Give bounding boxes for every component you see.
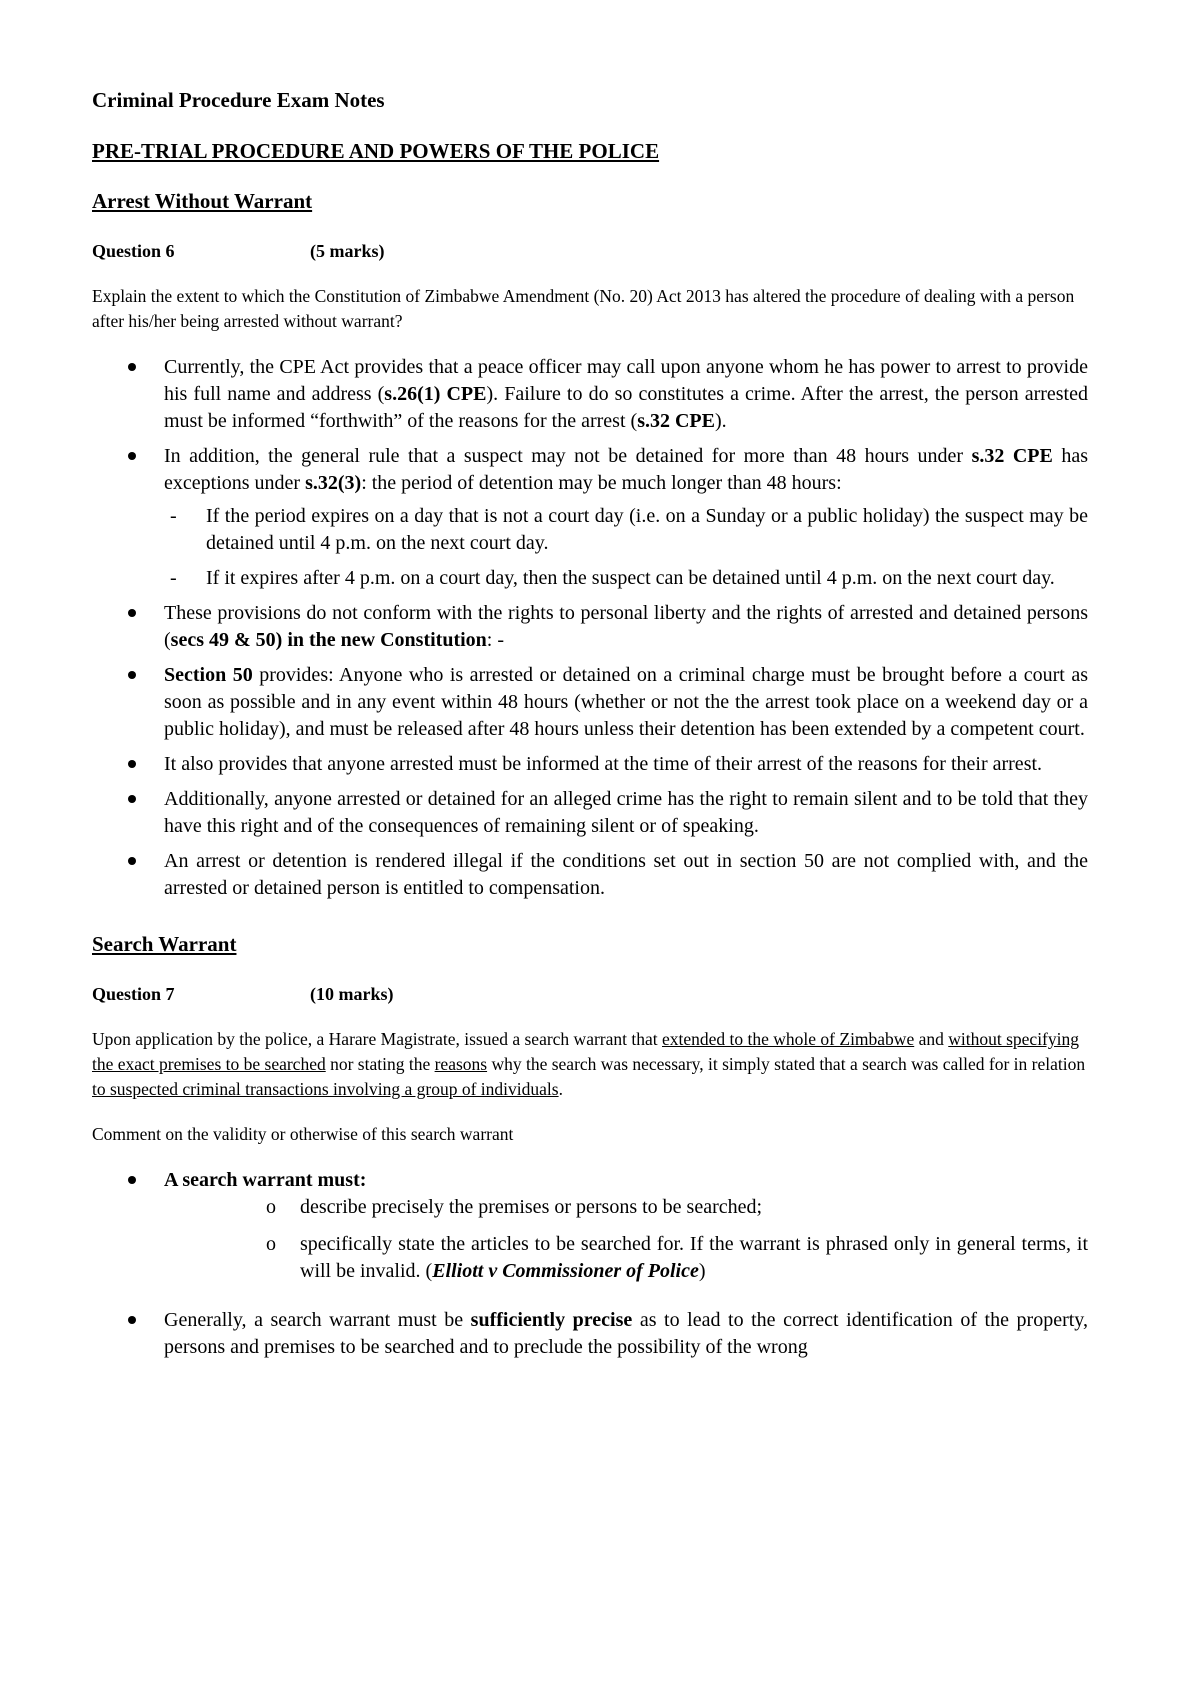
section-title: PRE-TRIAL PROCEDURE AND POWERS OF THE POLICE xyxy=(92,139,660,163)
question-6-text: Explain the extent to which the Constitution of Zimbabwe Amendment (No. 20) Act 2013 has altered the procedure of dealing with a person after his/her being arrested without warrant? xyxy=(92,286,1075,331)
question-label: Question 7 xyxy=(92,984,175,1004)
bullet-icon xyxy=(128,857,136,865)
list-item: Currently, the CPE Act provides that a peace officer may call upon anyone whom he has power to arrest to provide his full name and address (s.26(1) CPE). Failure to do so constitutes a crime. After the arrest, the person arrested must be informed “forthwith” of the reasons for the arrest (s.32 CPE). xyxy=(92,354,1088,435)
detention-exceptions-list xyxy=(164,503,1088,592)
comment-instruction: Comment on the validity or otherwise of this search warrant xyxy=(92,1124,514,1144)
search-warrant-bullet-list xyxy=(92,1167,1088,1361)
arrest-bullet-list xyxy=(92,354,1088,902)
dash-icon: - xyxy=(170,505,177,527)
subsection-title-arrest: Arrest Without Warrant xyxy=(92,189,313,213)
list-item: A search warrant must: o describe precisely the premises or persons to be searched; o specifically state the articles to be searched for. If the warrant is phrased only in general terms, it will be invalid. (Elliott v Commissioner of Police) xyxy=(92,1167,1088,1285)
list-item: - If it expires after 4 p.m. on a court day, then the suspect can be detained until 4 p.m. on the next court day. xyxy=(164,565,1088,592)
list-item: Generally, a search warrant must be sufficiently precise as to lead to the correct identification of the property, persons and premises to be searched and to preclude the possibility of the wrong xyxy=(92,1307,1088,1361)
question-label: Question 6 xyxy=(92,241,175,261)
bullet-icon xyxy=(128,671,136,679)
bullet-icon xyxy=(128,363,136,371)
list-item: In addition, the general rule that a suspect may not be detained for more than 48 hours under s.32 CPE has exceptions under s.32(3): the period of detention may be much longer than 48 hours: - If the period expires on a day that is not a court day (i.e. on a Sunday or a public holiday) the suspect may be detained until 4 p.m. on the next court day. - If it expires after 4 p.m. on a court day, then the suspect can be detained until 4 p.m. on the next court day. xyxy=(92,443,1088,592)
question-marks: (10 marks) xyxy=(310,984,394,1004)
list-item: - If the period expires on a day that is not a court day (i.e. on a Sunday or a public holiday) the suspect may be detained until 4 p.m. on the next court day. xyxy=(170,505,1088,554)
circle-bullet-icon: o xyxy=(266,1196,276,1218)
list-item: Section 50 provides: Anyone who is arrested or detained on a criminal charge must be brought before a court as soon as possible and in any event within 48 hours (whether or not the the arrest took place on a weekend day or a public holiday), and must be released after 48 hours unless their detention has been extended by a competent court. xyxy=(92,662,1088,743)
bullet-icon xyxy=(128,452,136,460)
list-item: o describe precisely the premises or persons to be searched; xyxy=(266,1194,1088,1221)
bullet-icon xyxy=(128,795,136,803)
question-7-header xyxy=(92,983,1088,1005)
list-item: These provisions do not conform with the rights to personal liberty and the rights of arrested and detained persons (secs 49 & 50) in the new Constitution: - xyxy=(92,600,1088,654)
question-7-text: Upon application by the police, a Harare Magistrate, issued a search warrant that extended to the whole of Zimbabwe and without specifying the exact premises to be searched nor stating the reasons why the search was necessary, it simply stated that a search was called for in relation to suspected criminal transactions involving a group of individuals. xyxy=(92,1029,1086,1099)
bullet-icon xyxy=(128,609,136,617)
bullet-icon xyxy=(128,1316,136,1324)
circle-bullet-icon: o xyxy=(266,1233,276,1255)
list-item: It also provides that anyone arrested must be informed at the time of their arrest of the reasons for their arrest. xyxy=(92,751,1088,778)
subsection-title-search-warrant: Search Warrant xyxy=(92,932,237,956)
list-item: o specifically state the articles to be searched for. If the warrant is phrased only in general terms, it will be invalid. (Elliott v Commissioner of Police) xyxy=(266,1233,1088,1282)
bullet-icon xyxy=(128,760,136,768)
dash-icon: - xyxy=(170,567,177,589)
warrant-requirements-list xyxy=(92,1194,1088,1285)
document-title: Criminal Procedure Exam Notes xyxy=(92,88,385,112)
question-marks: (5 marks) xyxy=(310,241,385,261)
question-6-header xyxy=(92,240,1088,262)
list-item: An arrest or detention is rendered illegal if the conditions set out in section 50 are not complied with, and the arrested or detained person is entitled to compensation. xyxy=(92,848,1088,902)
list-item: Additionally, anyone arrested or detained for an alleged crime has the right to remain silent and to be told that they have this right and of the consequences of remaining silent or of speaking. xyxy=(92,786,1088,840)
bullet-icon xyxy=(128,1176,136,1184)
